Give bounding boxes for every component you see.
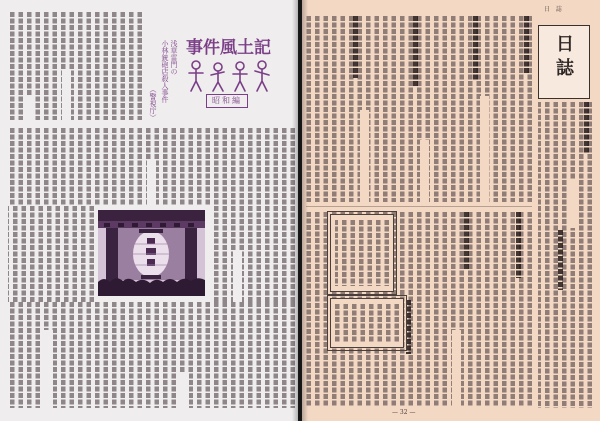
- entry-heading-line: [473, 16, 478, 80]
- kaminarimon-gate-photo: [98, 210, 205, 296]
- boxed-note-text: [335, 304, 399, 342]
- paragraph-break: [147, 160, 156, 206]
- entry-heading-line: [464, 212, 469, 270]
- entry-break: [360, 110, 369, 202]
- running-head: 日 誌: [544, 6, 564, 13]
- right-pillar: [185, 228, 197, 284]
- figure-1: [189, 61, 203, 91]
- figure-2: [211, 63, 224, 91]
- entry-break: [480, 96, 489, 202]
- entry-heading-line: [413, 16, 418, 86]
- article-title-line-2: 小林銃砲店殺人事件: [161, 40, 169, 103]
- entry-heading-line: [558, 230, 563, 290]
- article-title-line-1: 浅草雷門の: [170, 40, 178, 75]
- paragraph-break: [62, 70, 71, 120]
- entry-heading-line: [353, 16, 358, 78]
- right-page: [302, 0, 600, 421]
- body-text-columns: [210, 206, 295, 302]
- series-subtitle: 昭和編: [206, 94, 248, 108]
- entry-heading-line: [524, 16, 529, 74]
- boxed-note: [330, 298, 404, 348]
- boxed-note: [330, 214, 394, 292]
- section-heading-box: [538, 25, 590, 99]
- section-rule: [306, 206, 532, 207]
- section-heading: 日誌: [553, 34, 574, 82]
- paragraph-break: [233, 250, 242, 302]
- gate-roof: [98, 210, 205, 221]
- left-page: [0, 0, 298, 421]
- entry-break: [420, 140, 429, 202]
- entry-break: [567, 180, 576, 228]
- figure-3: [233, 62, 247, 91]
- lantern-markings: [146, 238, 156, 266]
- article-source: （警視庁）: [149, 86, 157, 121]
- diary-entry-columns: [306, 16, 532, 202]
- figure-4: [255, 61, 269, 91]
- entry-heading-line: [406, 300, 411, 354]
- entry-break: [452, 330, 461, 406]
- lantern-bottom-cap: [141, 275, 161, 279]
- book-spine-shadow: [292, 0, 308, 421]
- paragraph-break: [44, 330, 53, 408]
- lantern-top-cap: [139, 229, 163, 233]
- paragraph-break: [26, 96, 35, 120]
- left-pillar: [106, 228, 118, 284]
- entry-heading-line: [516, 212, 521, 278]
- title-figures-illustration: [186, 59, 272, 93]
- page-number: — 32 —: [392, 409, 416, 416]
- paragraph-break: [180, 372, 189, 408]
- series-title: 事件風土記: [186, 38, 271, 58]
- entry-heading-line: [584, 102, 589, 154]
- boxed-note-text: [335, 220, 389, 286]
- body-text-columns: [8, 206, 94, 302]
